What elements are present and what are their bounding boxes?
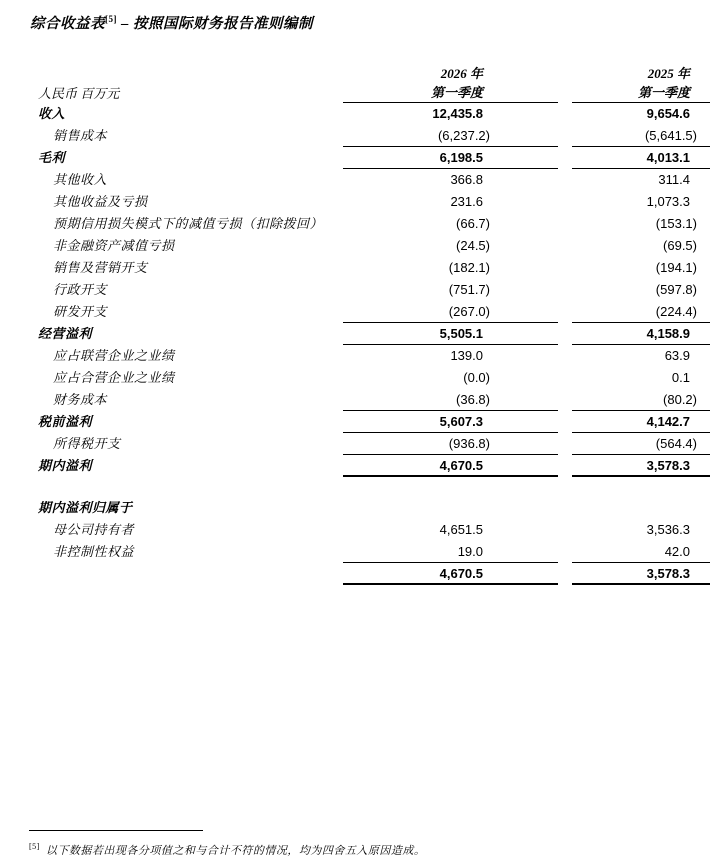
value-2026-q1: 6,198.5 xyxy=(343,147,558,169)
table-row xyxy=(0,257,710,279)
row-label: 期内溢利 xyxy=(38,458,93,473)
table-row xyxy=(0,433,710,455)
row-label: 收入 xyxy=(38,106,66,121)
column-gap xyxy=(558,323,572,345)
column-header-period: 第一季度 xyxy=(637,85,690,100)
value-2026-q1: (6,237.2) xyxy=(343,125,558,147)
footnote xyxy=(29,842,425,858)
column-gap xyxy=(558,213,572,235)
footnote-marker: [5] xyxy=(29,842,40,852)
value-2026-q1: 366.8 xyxy=(450,172,483,187)
value-2025-q1: 4,013.1 xyxy=(572,147,710,169)
footnote-separator xyxy=(29,830,203,831)
attribution-rows xyxy=(0,519,710,585)
value-2025-q1: 3,578.3 xyxy=(572,563,710,585)
value-2025-q1: 4,142.7 xyxy=(572,411,710,433)
value-2026-q1: 139.0 xyxy=(450,348,483,363)
value-2026-q1: (751.7) xyxy=(448,282,490,297)
row-label: 财务成本 xyxy=(53,392,108,407)
page-title xyxy=(30,12,313,33)
column-gap xyxy=(558,455,572,477)
row-label: 销售成本 xyxy=(53,128,108,143)
row-label: 毛利 xyxy=(38,150,66,165)
column-gap xyxy=(558,411,572,433)
row-label: 非控制性权益 xyxy=(53,544,135,559)
table-row xyxy=(0,367,710,389)
table-row xyxy=(0,213,710,235)
column-gap xyxy=(558,367,572,389)
table-row xyxy=(0,563,710,585)
value-2025-q1: 3,578.3 xyxy=(572,455,710,477)
column-gap xyxy=(558,497,572,519)
table-row xyxy=(0,235,710,257)
unit-label: 人民币 百万元 xyxy=(38,86,120,101)
column-gap xyxy=(558,235,572,257)
column-gap xyxy=(558,301,572,323)
section-heading: 期内溢利归属于 xyxy=(38,500,133,515)
title-dash: – xyxy=(121,16,129,32)
table-row xyxy=(0,103,710,125)
column-gap xyxy=(558,563,572,585)
column-header-2025-q1 xyxy=(572,64,710,103)
value-2025-q1: (153.1) xyxy=(655,216,697,231)
value-2026-q1: (0.0) xyxy=(463,370,490,385)
value-2025-q1: 42.0 xyxy=(572,541,710,563)
column-header-year: 2025 年 xyxy=(647,66,690,81)
column-gap xyxy=(558,191,572,213)
value-2026-q1 xyxy=(343,497,558,519)
row-label: 经营溢利 xyxy=(38,326,93,341)
column-gap xyxy=(558,169,572,191)
table-row xyxy=(0,497,710,519)
table-row xyxy=(0,191,710,213)
value-2025-q1: 3,536.3 xyxy=(646,522,690,537)
value-2025-q1: (224.4) xyxy=(572,301,710,323)
row-label: 应占联营企业之业绩 xyxy=(53,348,175,363)
value-2025-q1: (597.8) xyxy=(655,282,697,297)
value-2025-q1: 311.4 xyxy=(658,172,690,187)
table-row xyxy=(0,345,710,367)
row-label: 其他收益及亏损 xyxy=(53,194,148,209)
table-row xyxy=(0,279,710,301)
value-2025-q1: 4,158.9 xyxy=(572,323,710,345)
row-label xyxy=(0,563,343,585)
row-label: 研发开支 xyxy=(53,304,108,319)
row-label: 预期信用损失模式下的减值亏损（扣除拨回） xyxy=(53,216,324,231)
table-row xyxy=(0,125,710,147)
section-gap xyxy=(0,477,710,497)
value-2026-q1: 12,435.8 xyxy=(432,106,483,121)
value-2025-q1 xyxy=(572,497,710,519)
table-body xyxy=(0,103,710,477)
table-row xyxy=(0,519,710,541)
row-label: 销售及营销开支 xyxy=(53,260,148,275)
income-statement-table xyxy=(0,64,710,585)
footnote-text: 以下数据若出现各分项值之和与合计不符的情况，均为四舍五入原因造成。 xyxy=(45,845,426,857)
column-header-2026-q1 xyxy=(343,64,558,103)
row-label: 母公司持有者 xyxy=(53,522,135,537)
table-row xyxy=(0,389,710,411)
value-2025-q1: (69.5) xyxy=(663,238,697,253)
value-2025-q1: 63.9 xyxy=(664,348,690,363)
value-2026-q1: (936.8) xyxy=(343,433,558,455)
value-2026-q1: (36.8) xyxy=(343,389,558,411)
value-2026-q1: 5,607.3 xyxy=(343,411,558,433)
column-gap xyxy=(558,279,572,301)
value-2026-q1: 4,651.5 xyxy=(439,522,483,537)
column-gap xyxy=(558,345,572,367)
title-footnote-ref: [5] xyxy=(105,14,117,25)
column-gap xyxy=(558,125,572,147)
column-gap xyxy=(558,433,572,455)
title-subtitle: 按照国际财务报告准则编制 xyxy=(133,16,313,32)
value-2026-q1: 4,670.5 xyxy=(343,563,558,585)
value-2026-q1: 19.0 xyxy=(343,541,558,563)
value-2025-q1: (5,641.5) xyxy=(572,125,710,147)
column-gap xyxy=(558,519,572,541)
value-2025-q1: 9,654.6 xyxy=(646,106,690,121)
value-2026-q1: 5,505.1 xyxy=(343,323,558,345)
table-row xyxy=(0,323,710,345)
column-gap xyxy=(558,389,572,411)
table-row xyxy=(0,411,710,433)
column-gap xyxy=(558,147,572,169)
value-2025-q1: (564.4) xyxy=(572,433,710,455)
value-2026-q1: (24.5) xyxy=(456,238,490,253)
value-2026-q1: (66.7) xyxy=(456,216,490,231)
value-2026-q1: (182.1) xyxy=(448,260,490,275)
column-header-period: 第一季度 xyxy=(430,85,483,100)
column-header-year: 2026 年 xyxy=(440,66,483,81)
table-row xyxy=(0,455,710,477)
value-2026-q1: (267.0) xyxy=(343,301,558,323)
row-label: 其他收入 xyxy=(53,172,108,187)
table-row xyxy=(0,541,710,563)
table-header-row xyxy=(0,64,710,103)
table-row xyxy=(0,147,710,169)
title-main: 综合收益表 xyxy=(30,16,105,32)
value-2025-q1: (194.1) xyxy=(655,260,697,275)
row-label: 非金融资产减值亏损 xyxy=(53,238,175,253)
column-gap xyxy=(558,257,572,279)
table-row xyxy=(0,169,710,191)
value-2025-q1: 1,073.3 xyxy=(646,194,690,209)
value-2026-q1: 4,670.5 xyxy=(343,455,558,477)
value-2025-q1: 0.1 xyxy=(671,370,690,385)
value-2026-q1: 231.6 xyxy=(450,194,483,209)
table-row xyxy=(0,301,710,323)
value-2025-q1: (80.2) xyxy=(572,389,710,411)
row-label: 税前溢利 xyxy=(38,414,93,429)
column-gap xyxy=(558,541,572,563)
row-label: 应占合营企业之业绩 xyxy=(53,370,175,385)
row-label: 行政开支 xyxy=(53,282,108,297)
row-label: 所得税开支 xyxy=(53,436,121,451)
column-gap xyxy=(558,103,572,125)
